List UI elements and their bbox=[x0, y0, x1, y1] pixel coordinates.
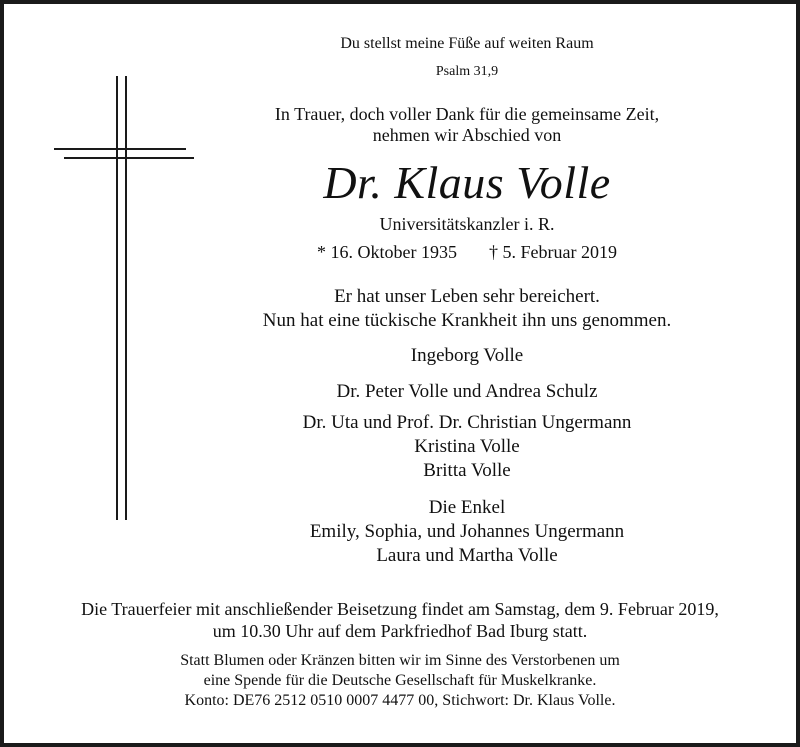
deceased-name: Dr. Klaus Volle bbox=[323, 157, 611, 208]
donation-line-3: Konto: DE76 2512 0510 0007 4477 00, Stichwort: Dr. Klaus Volle. bbox=[184, 692, 616, 709]
motto: Du stellst meine Füße auf weiten Raum bbox=[340, 35, 594, 52]
life-dates bbox=[217, 242, 717, 263]
service-line-2: um 10.30 Uhr auf dem Parkfriedhof Bad Iburg statt. bbox=[212, 621, 588, 641]
death-date: † 5. Februar 2019 bbox=[489, 242, 617, 262]
donation-line-1: Statt Blumen oder Kränzen bitten wir im Sinne des Verstorbenen um bbox=[180, 652, 620, 669]
intro-line-2: nehmen wir Abschied von bbox=[372, 125, 562, 145]
birth-date: * 16. Oktober 1935 bbox=[317, 242, 457, 262]
mourner-family-1: Dr. Peter Volle und Andrea Schulz bbox=[336, 381, 598, 402]
mourner-family-2-line-2: Kristina Volle bbox=[414, 436, 520, 457]
donation-line-2: eine Spende für die Deutsche Gesellschaft für Muskelkranke. bbox=[203, 672, 597, 689]
motto-source: Psalm 31,9 bbox=[435, 64, 499, 79]
tribute-line-1: Er hat unser Leben sehr bereichert. bbox=[334, 286, 600, 307]
grandchildren-line-2: Laura und Martha Volle bbox=[376, 545, 558, 566]
intro-line-1: In Trauer, doch voller Dank für die gemeinsame Zeit, bbox=[274, 104, 660, 124]
mourner-spouse: Ingeborg Volle bbox=[410, 345, 524, 366]
service-line-1: Die Trauerfeier mit anschließender Beisetzung findet am Samstag, dem 9. Februar 2019, bbox=[81, 599, 719, 619]
mourner-family-2-line-3: Britta Volle bbox=[423, 460, 511, 481]
mourner-family-2-line-1: Dr. Uta und Prof. Dr. Christian Ungermann bbox=[302, 412, 632, 433]
tribute-line-2: Nun hat eine tückische Krankheit ihn uns genommen. bbox=[262, 310, 672, 331]
deceased-title: Universitätskanzler i. R. bbox=[379, 214, 555, 234]
grandchildren-line-1: Emily, Sophia, und Johannes Ungermann bbox=[309, 521, 625, 542]
grandchildren-heading: Die Enkel bbox=[428, 497, 506, 518]
